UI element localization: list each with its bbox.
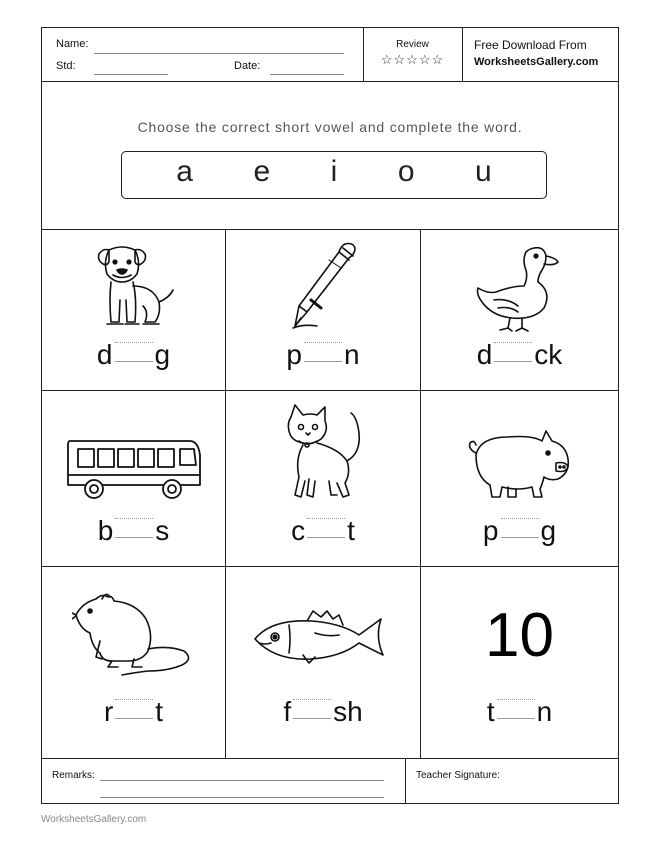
remarks-box [42,759,406,804]
download-box [462,28,618,81]
cell-fish [226,567,421,758]
cell-duck [421,229,618,391]
vowel-a: a [176,155,193,188]
student-info-box [42,28,364,81]
blank-duck[interactable] [494,342,532,362]
blank-pig[interactable] [501,518,539,538]
fish-icon [251,609,395,667]
free-download-text: Free Download From [474,38,587,52]
cat-icon [273,403,373,503]
cell-cat [226,391,421,567]
word-cat: c t [291,515,355,546]
std-line[interactable] [94,74,168,75]
duck-icon [472,242,568,334]
footer [42,758,618,804]
watermark: WorksheetsGallery.com [41,814,147,825]
name-line[interactable] [94,53,344,54]
vowel-box [121,151,547,199]
std-label: Std: [56,60,76,72]
blank-fish[interactable] [293,699,331,719]
blank-dog[interactable] [115,342,153,362]
date-line[interactable] [270,74,344,75]
header [42,28,618,82]
teacher-signature-box [405,759,618,804]
blank-bus[interactable] [115,518,153,538]
cell-pen [226,229,421,391]
blank-cat[interactable] [307,518,345,538]
instruction-area [42,81,618,230]
remarks-label: Remarks: [52,770,95,781]
word-ten: t n [486,696,553,727]
word-duck: d ck [476,339,563,370]
word-pen: p n [286,339,360,370]
instruction-text: Choose the correct short vowel and complete the word. [137,119,523,135]
teacher-signature-label: Teacher Signature: [416,770,500,781]
vowel-u: u [475,155,492,188]
cell-rat [42,567,226,758]
word-dog: d g [96,339,171,370]
vowel-e: e [253,155,271,188]
vowel-i: i [330,155,338,188]
blank-rat[interactable] [115,699,153,719]
review-label: Review [396,39,429,50]
word-pig: p g [482,515,557,546]
pig-icon [462,425,578,501]
vowel-o: o [397,155,415,188]
cell-ten [421,567,618,758]
dog-icon [89,242,179,334]
cell-pig [421,391,618,567]
number-ten: 10 [485,601,554,670]
pen-icon [283,238,363,334]
bus-icon [64,435,204,501]
rat-icon [72,589,196,679]
worksheet [41,27,619,804]
remarks-line-1[interactable] [100,780,384,781]
review-stars-icon[interactable]: ☆☆☆☆☆ [380,52,445,67]
cell-bus [42,391,226,567]
word-fish: f sh [283,696,363,727]
cell-dog [42,229,226,391]
name-label: Name: [56,38,89,50]
picture-grid [42,229,618,758]
blank-pen[interactable] [304,342,342,362]
word-rat: r t [103,696,164,727]
word-bus: b s [97,515,170,546]
review-box [363,28,463,81]
blank-ten[interactable] [497,699,535,719]
remarks-line-2[interactable] [100,797,384,798]
site-name: WorksheetsGallery.com [474,56,599,68]
date-label: Date: [234,60,261,72]
